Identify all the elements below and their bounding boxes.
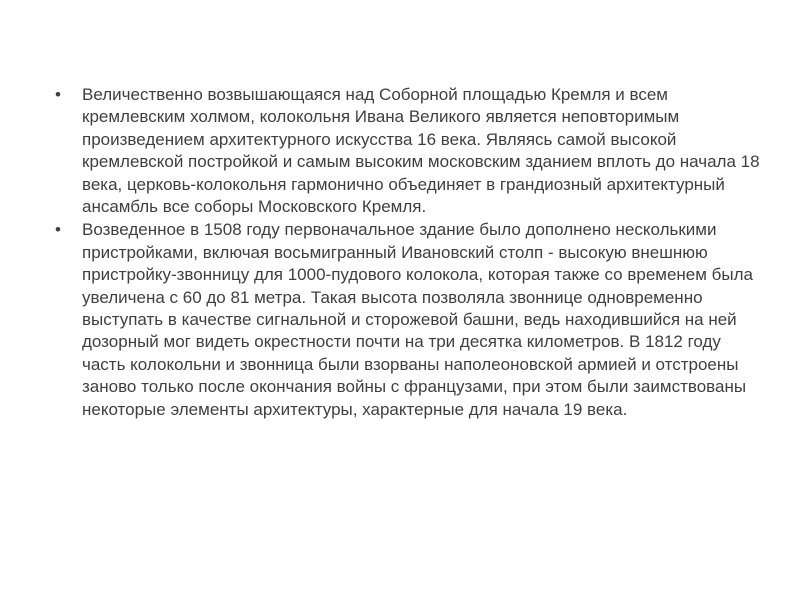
bullet-item-construction-history xyxy=(52,219,762,421)
bullet-text: Возведенное в 1508 году первоначальное здание было дополнено несколькими пристройками, включая восьмигранный Ивановский столп - высокую внешнюю пристройку-звонницу для 1000-пудового колокола, которая также со временем была увеличена с 60 до 81 метра. Такая высота позволяла звоннице одновременно выступать в качестве сигнальной и сторожевой башни, ведь находившийся на ней дозорный мог видеть окрестности почти на три десятка километров. В 1812 году часть колокольни и звонница были взорваны наполеоновской армией и отстроены заново только после окончания войны с французами, при этом были заимствованы некоторые элементы архитектуры, характерные для начала 19 века. xyxy=(82,220,753,419)
bullet-marker: • xyxy=(55,220,61,240)
bullet-item-kremlin-bell-tower xyxy=(52,84,762,218)
bullet-marker: • xyxy=(55,85,61,104)
bullet-text: Величественно возвышающаяся над Соборной площадью Кремля и всем кремлевским холмом, колокольня Ивана Великого является неповторимым произведением архитектурного искусства 16 века. Являясь самой высокой кремлевской постройкой и самым высоким московским зданием вплоть до начала 18 века, церковь-колокольня гармонично объединяет в грандиозный архитектурный ансамбль все соборы Московского Кремля. xyxy=(82,85,760,217)
bullet-list xyxy=(52,84,762,422)
